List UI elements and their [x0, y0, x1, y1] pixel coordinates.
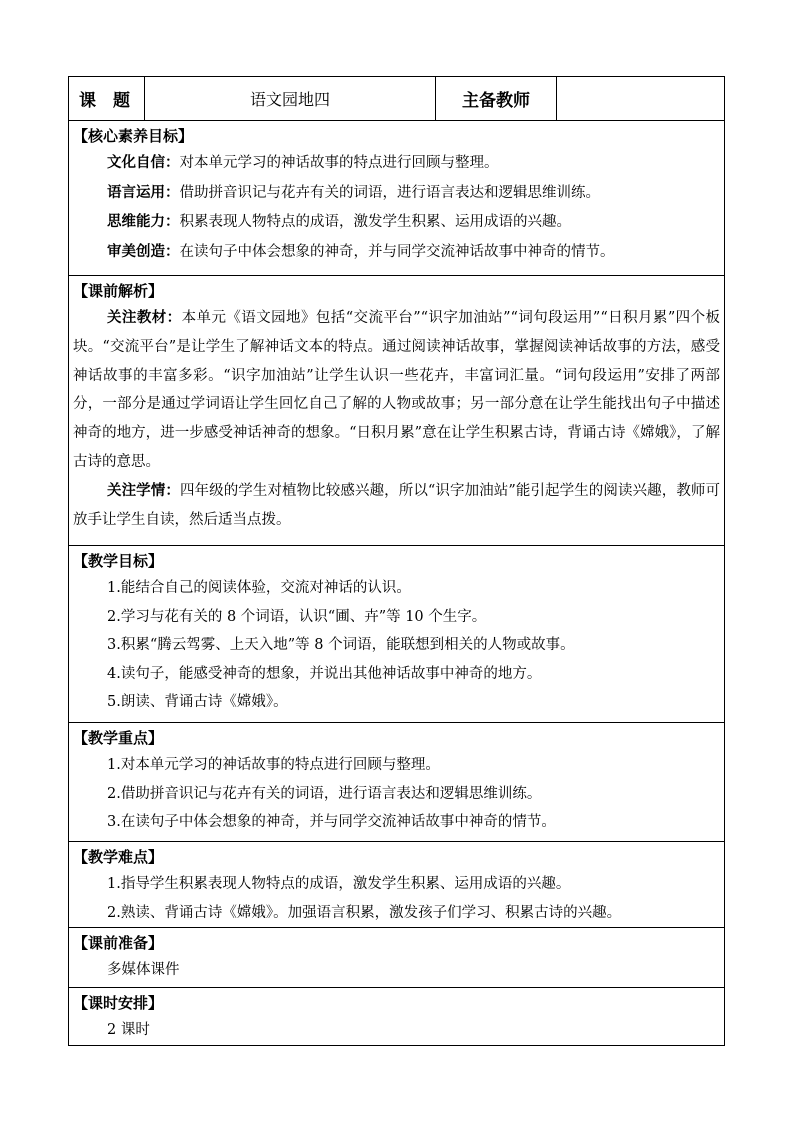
list-item: 2.借助拼音识记与花卉有关的词语，进行语言表达和逻辑思维训练。 — [107, 785, 542, 802]
core-goals-section — [69, 120, 724, 275]
goal-item — [73, 208, 720, 238]
schedule-section — [69, 987, 724, 1045]
textbook-label: 关注教材： — [107, 310, 182, 326]
list-item: 2.熟读、背诵古诗《嫦娥》。加强语言积累，激发孩子们学习、积累古诗的兴趣。 — [107, 904, 622, 921]
section-title: 【课前解析】 — [73, 282, 164, 300]
goal-item — [73, 149, 720, 179]
list-item: 3.在读句子中体会想象的神奇，并与同学交流神话故事中神奇的情节。 — [107, 814, 556, 830]
section-title: 【教学重点】 — [73, 729, 164, 747]
section-title: 【教学难点】 — [73, 848, 164, 866]
difficult-points-section — [69, 841, 724, 927]
lesson-plan-table — [68, 76, 725, 1046]
schedule-text: 2 课时 — [107, 1022, 150, 1038]
goal-label: 文化自信： — [107, 155, 180, 171]
goal-text: 对本单元学习的神话故事的特点进行回顾与整理。 — [179, 155, 499, 171]
goal-text: 在读句子中体会想象的神奇，并与同学交流神话故事中神奇的情节。 — [179, 243, 615, 260]
header-row — [69, 77, 724, 120]
preparation-section — [69, 927, 724, 987]
section-title: 【核心素养目标】 — [73, 127, 194, 145]
analysis-section — [69, 275, 724, 545]
preparation-text: 多媒体课件 — [107, 962, 180, 978]
goal-text: 借助拼音识记与花卉有关的词语，进行语言表达和逻辑思维训练。 — [179, 184, 600, 201]
goal-item — [73, 179, 720, 209]
students-text: 四年级的学生对植物比较感兴趣，所以“识字加油站”能引起学生的阅读兴趣，教师可放手让学生自读，然后适当点拨。 — [73, 482, 720, 528]
goal-item — [73, 238, 720, 268]
textbook-text: 本单元《语文园地》包括“交流平台”“识字加油站”“词句段运用”“日积月累”四个板块。“交流平台”是让学生了解神话文本的特点。通过阅读神话故事，掌握阅读神话故事的方法，感受神话故事的丰富多彩。“识字加油站”让学生认识一些花卉，丰富词汇量。“词句段运用”安排了两部分，一部分是通过学词语让学生回忆自己了解的人物或故事；另一部分意在让学生能找出句子中描述神奇的地方，进一步感受神话神奇的想象。“日积月累”意在让学生积累古诗，背诵古诗《嫦娥》，了解古诗的意思。 — [73, 310, 721, 470]
section-title: 【课时安排】 — [73, 994, 164, 1012]
students-paragraph — [73, 477, 720, 535]
goal-label: 审美创造： — [107, 243, 180, 260]
topic-label: 课 题 — [69, 77, 145, 120]
list-item: 2.学习与花有关的 8 个词语，认识“圃、卉”等 10 个生字。 — [107, 608, 487, 625]
list-item: 1.对本单元学习的神话故事的特点进行回顾与整理。 — [107, 757, 440, 773]
list-item: 5.朗读、背诵古诗《嫦娥》。 — [107, 694, 288, 710]
section-title: 【教学目标】 — [73, 552, 164, 570]
key-points-section — [69, 722, 724, 841]
topic-value: 语文园地四 — [145, 77, 436, 120]
list-item: 1.能结合自己的阅读体验，交流对神话的认识。 — [107, 580, 411, 596]
list-item: 1.指导学生积累表现人物特点的成语，激发学生积累、运用成语的兴趣。 — [107, 876, 571, 892]
section-title: 【课前准备】 — [73, 934, 164, 952]
list-item: 3.积累“腾云驾雾、上天入地”等 8 个词语，能联想到相关的人物或故事。 — [107, 637, 575, 653]
goal-label: 思维能力： — [107, 214, 180, 230]
goal-label: 语言运用： — [107, 184, 180, 201]
textbook-paragraph — [73, 304, 720, 477]
teaching-goals-section — [69, 545, 724, 722]
students-label: 关注学情： — [107, 482, 180, 499]
goal-text: 积累表现人物特点的成语，激发学生积累、运用成语的兴趣。 — [179, 214, 571, 230]
teacher-label: 主备教师 — [436, 77, 557, 120]
list-item: 4.读句子，能感受神奇的想象，并说出其他神话故事中神奇的地方。 — [107, 665, 542, 682]
teacher-value — [557, 77, 724, 120]
